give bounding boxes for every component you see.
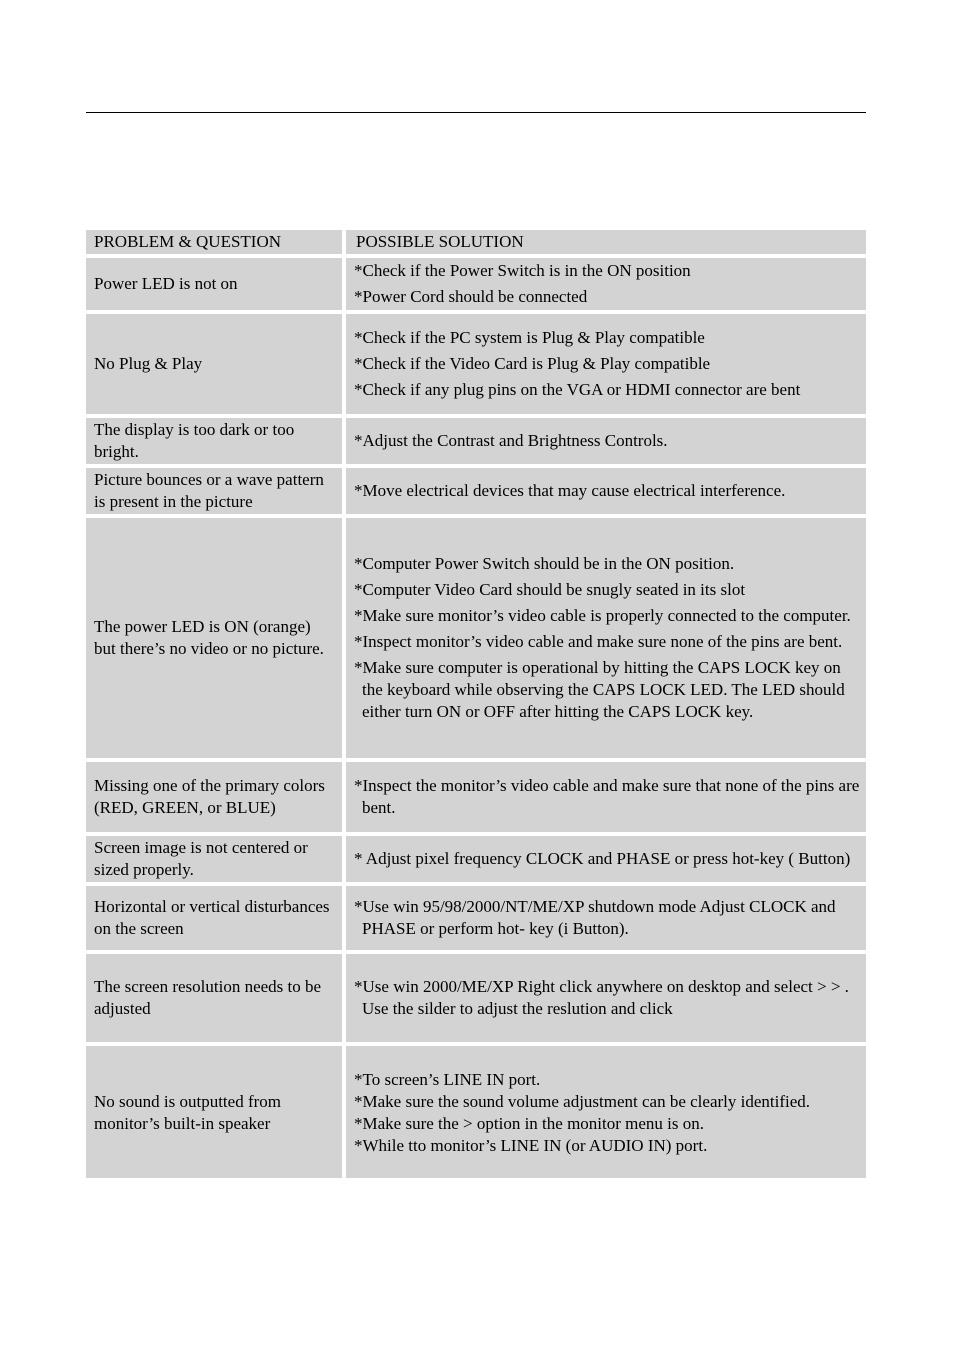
table-row [86,314,866,414]
problem-cell: Picture bounces or a wave pattern is present in the picture [86,468,342,514]
solution-line: *Inspect monitor’s video cable and make sure none of the pins are bent. [354,632,843,651]
table-header-row [86,230,866,254]
solution-line: *Check if the Power Switch is in the ON position [354,261,691,280]
problem-cell: Screen image is not centered or sized properly. [86,836,342,882]
troubleshooting-table [86,230,866,1182]
header-rule [86,112,866,113]
table-row [86,836,866,882]
solution-cell [346,418,866,464]
solution-line: *Computer Video Card should be snugly seated in its slot [354,580,746,599]
solution-line: *Move electrical devices that may cause electrical interference. [354,481,786,500]
header-solution: POSSIBLE SOLUTION [346,230,866,254]
table-row [86,1046,866,1178]
problem-cell: The display is too dark or too bright. [86,418,342,464]
solution-line: *Use win 2000/ME/XP Right click anywhere on desktop and select > > . Use the silder to adjust the reslution and click [354,977,849,1018]
solution-cell [346,468,866,514]
problem-cell: The power LED is ON (orange) but there’s no video or no picture. [86,518,342,758]
solution-line: *While tto monitor’s LINE IN (or AUDIO IN) port. [354,1136,708,1155]
table-row [86,886,866,950]
problem-cell: The screen resolution needs to be adjusted [86,954,342,1042]
solution-line: *Check if the PC system is Plug & Play compatible [354,328,705,347]
problem-cell: No sound is outputted from monitor’s built-in speaker [86,1046,342,1178]
solution-line: *Inspect the monitor’s video cable and make sure that none of the pins are bent. [354,776,860,817]
solution-line: *Check if any plug pins on the VGA or HDMI connector are bent [354,380,801,399]
solution-line: *To screen’s LINE IN port. [354,1070,541,1089]
table-row [86,762,866,832]
table-row [86,468,866,514]
solution-line: *Use win 95/98/2000/NT/ME/XP shutdown mode Adjust CLOCK and PHASE or perform hot- key (i Button). [354,897,836,938]
table-row [86,518,866,758]
table-row [86,954,866,1042]
solution-cell [346,1046,866,1178]
solution-cell [346,886,866,950]
solution-line: *Make sure monitor’s video cable is properly connected to the computer. [354,606,851,625]
solution-line: *Computer Power Switch should be in the ON position. [354,554,735,573]
solution-cell [346,314,866,414]
table-row [86,258,866,310]
header-problem: PROBLEM & QUESTION [86,230,342,254]
solution-line: *Power Cord should be connected [354,287,588,306]
problem-cell: Horizontal or vertical disturbances on the screen [86,886,342,950]
solution-cell [346,836,866,882]
problem-cell: No Plug & Play [86,314,342,414]
solution-line: * Adjust pixel frequency CLOCK and PHASE or press hot-key ( Button) [354,849,851,868]
solution-cell [346,518,866,758]
solution-line: *Make sure the > option in the monitor menu is on. [354,1114,705,1133]
solution-cell [346,954,866,1042]
solution-line: *Check if the Video Card is Plug & Play compatible [354,354,711,373]
solution-line: *Make sure computer is operational by hitting the CAPS LOCK key on the keyboard while observing the CAPS LOCK LED. The LED should either turn ON or OFF after hitting the CAPS LOCK key. [354,658,845,721]
problem-cell: Missing one of the primary colors (RED, GREEN, or BLUE) [86,762,342,832]
solution-cell [346,258,866,310]
table-row [86,418,866,464]
solution-cell [346,762,866,832]
solution-line: *Make sure the sound volume adjustment can be clearly identified. [354,1092,811,1111]
solution-line: *Adjust the Contrast and Brightness Controls. [354,431,668,450]
problem-cell: Power LED is not on [86,258,342,310]
